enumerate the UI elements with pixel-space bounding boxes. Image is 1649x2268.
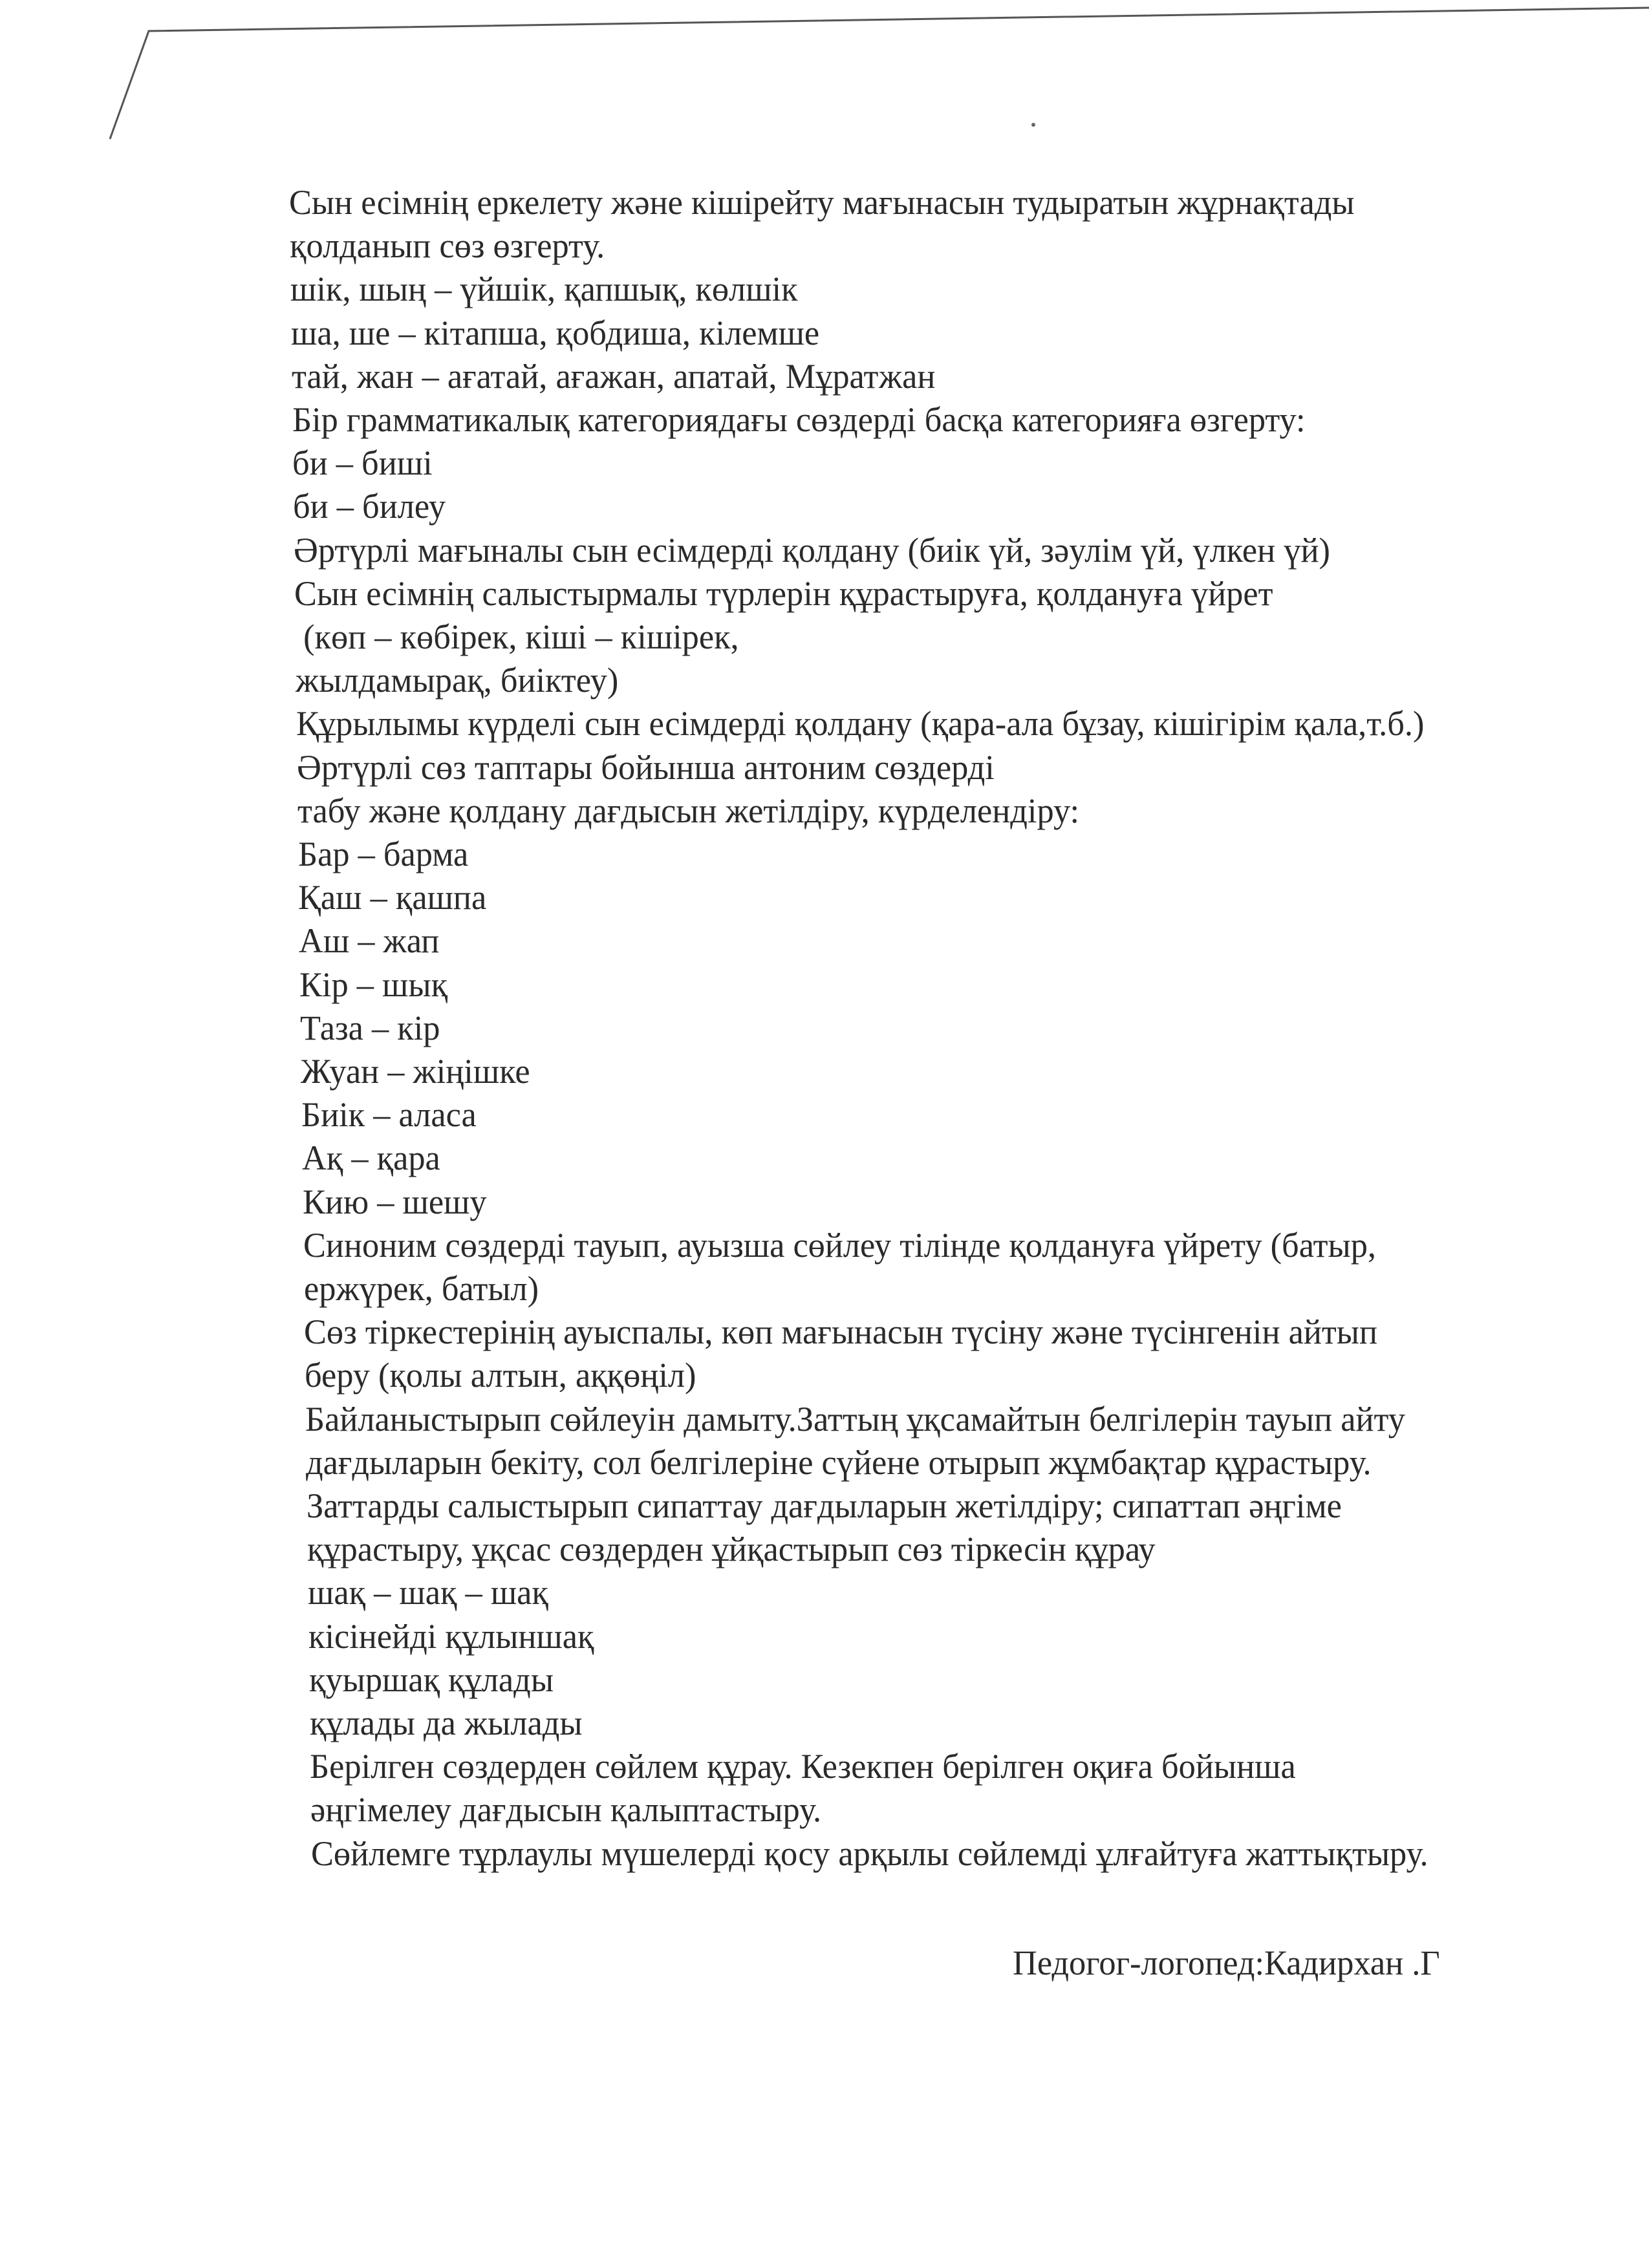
text-line: құрастыру, ұқсас сөздерден ұйқастырып сөз тіркесін құрау — [307, 1530, 1156, 1569]
text-line: Синоним сөздерді тауып, ауызша сөйлеу тілінде қолдануға үйрету (батыр, — [303, 1225, 1376, 1265]
text-line: Байланыстырып сөйлеуін дамыту.Заттың ұқсамайтын белгілерін тауып айту — [305, 1399, 1406, 1439]
text-line: Кию – шешу — [302, 1182, 487, 1221]
text-line: беру (қолы алтын, аққөңіл) — [305, 1356, 696, 1395]
text-line: Сөз тіркестерінің ауыспалы, көп мағынасын түсіну және түсінгенін айтып — [304, 1312, 1378, 1352]
text-line: Жуан – жіңішке — [301, 1052, 530, 1091]
text-line: би – билеу — [293, 487, 446, 526]
text-line: шақ – шақ – шақ — [307, 1573, 548, 1612]
text-line: Сын есімнің еркелету және кішірейту мағынасын тудыратын жұрнақтады — [289, 183, 1355, 222]
text-line: Бар – барма — [297, 835, 468, 873]
text-line: жылдамырақ, биіктеу) — [295, 661, 619, 700]
text-line: тай, жан – ағатай, ағажан, апатай, Мұратжан — [291, 356, 936, 396]
text-line: Аш – жап — [299, 921, 440, 961]
text-line: Әртүрлі мағыналы сын есімдерді қолдану (биік үй, зәулім үй, үлкен үй) — [294, 530, 1331, 570]
text-line: қуыршақ құлады — [308, 1660, 554, 1699]
text-line: Берілген сөздерден сөйлем құрау. Кезекпен берілген оқиға бойынша — [310, 1747, 1297, 1786]
text-line: табу және қолдану дағдысын жетілдіру, күрделендіру: — [297, 791, 1079, 830]
signature: Педогог-логопед:Кадирхан .Г — [1013, 1943, 1440, 1982]
text-line: қолданып сөз өзгерту. — [289, 226, 605, 266]
text-line: Сөйлемге тұрлаулы мүшелерді қосу арқылы сөйлемді ұлғайтуға жаттықтыру. — [311, 1834, 1428, 1873]
text-line: Таза – кір — [300, 1008, 440, 1047]
text-line: Кір – шық — [299, 965, 448, 1004]
text-line: құлады да жылады — [309, 1704, 583, 1742]
text-line: дағдыларын бекіту, сол белгілеріне сүйене отырып жұмбақтар құрастыру. — [306, 1442, 1372, 1482]
text-line: кісінейді құлыншақ — [308, 1616, 594, 1656]
text-line: Ақ – қара — [301, 1139, 440, 1178]
text-line: Биік – аласа — [301, 1095, 477, 1135]
text-line: әңгімелеу дағдысын қалыптастыру. — [310, 1790, 822, 1830]
text-line: шік, шың – үйшік, қапшық, көлшік — [290, 270, 798, 309]
text-line: би – биші — [292, 444, 433, 483]
text-line: ша, ше – кітапша, қобдиша, кілемше — [290, 313, 819, 352]
scan-edge-line — [0, 0, 1649, 168]
text-line: Сын есімнің салыстырмалы түрлерін құрастыруға, қолдануға үйрет — [294, 573, 1273, 613]
text-line: ержүрек, батыл) — [303, 1269, 539, 1308]
text-line: Құрылымы күрделі сын есімдерді қолдану (қара-ала бұзау, кішігірім қала,т.б.) — [296, 704, 1425, 744]
text-line: Әртүрлі сөз таптары бойынша антоним сөздерді — [296, 747, 995, 787]
text-line: Бір грамматикалық категориядағы сөздерді басқа категорияға өзгерту: — [292, 400, 1306, 439]
text-line: Қаш – қашпа — [298, 878, 487, 917]
text-line: (көп – көбірек, кіші – кішірек, — [295, 617, 739, 656]
text-line: Заттарды салыстырып сипаттау дағдыларын жетілдіру; сипаттап әңгіме — [307, 1486, 1342, 1525]
